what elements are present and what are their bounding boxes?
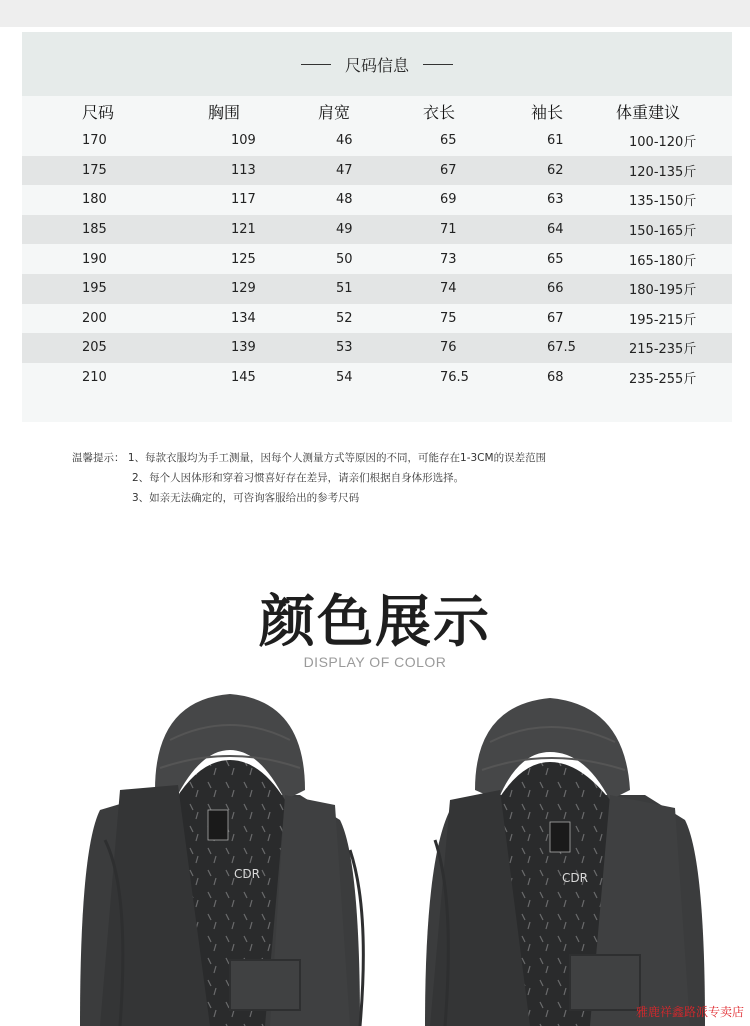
size-cell: 190 [82,251,107,267]
size-cell: 66 [525,274,613,304]
size-cell: 48 [336,192,353,208]
tip-item-1: 1、每款衣服均为手工测量，因每个人测量方式等原因的不同，可能存在1-3CM的误差范围 [127,452,547,464]
top-band [0,0,750,27]
color-section-title: 颜色展示 [259,590,491,655]
size-cell: 67 [547,310,564,326]
size-cell: 170 [82,133,107,149]
size-cell: 121 [209,215,314,245]
size-cell: 46 [336,133,353,149]
size-cell: 120-135斤 [613,156,732,186]
color-section-subtitle: DISPLAY OF COLOR [303,654,447,670]
size-cell: 180 [82,192,107,208]
size-cell: 53 [314,333,418,363]
size-cell: 52 [336,310,353,326]
size-cell: 129 [209,274,314,304]
size-cell: 51 [314,274,418,304]
size-row [22,304,732,334]
size-cell: 73 [440,251,457,267]
size-cell: 62 [525,156,613,186]
size-cell: 175 [22,156,209,186]
tip-line-1 [72,448,546,468]
size-cell: 139 [209,333,314,363]
size-cell: 180-195斤 [613,274,732,304]
size-cell: 113 [209,156,314,186]
size-cell: 49 [314,215,418,245]
size-cell: 235-255斤 [629,372,697,388]
header-weight: 体重建议 [616,102,681,122]
size-cell: 195 [22,274,209,304]
size-cell: 47 [314,156,418,186]
size-chart-title: 尺码信息 [344,55,409,75]
tip-item-2: 2、每个人因体形和穿着习惯喜好存在差异，请亲们根据自身体形选择。 [132,472,465,484]
header-chest: 胸围 [208,102,241,122]
size-table-header-row [22,96,732,126]
size-cell: 195-215斤 [629,312,697,328]
size-row [22,185,732,215]
size-cell: 64 [525,215,613,245]
tip-label: 温馨提示： [72,452,125,464]
size-row [22,274,732,304]
size-row [22,363,732,393]
tip-item-3: 3、如亲无法确定的，可咨询客服给出的参考尺码 [132,492,360,504]
header-sleeve: 袖长 [531,102,564,122]
size-cell: 150-165斤 [613,215,732,245]
store-watermark: 雅鹿祥鑫路派专卖店 [635,1005,744,1019]
size-chart-header [22,32,732,96]
size-cell: 67 [418,156,525,186]
jacket-badge-left: CDR [234,867,260,881]
size-cell: 205 [22,333,209,363]
size-row [22,156,732,186]
size-cell: 210 [82,370,107,386]
size-cell: 125 [231,251,256,267]
header-size: 尺码 [82,102,115,122]
size-row [22,244,732,274]
size-cell: 67.5 [525,333,613,363]
header-rule-left [301,64,331,65]
size-cell: 165-180斤 [629,253,697,269]
size-cell: 109 [231,133,256,149]
size-table [22,126,732,392]
size-cell: 65 [440,133,457,149]
size-cell: 71 [418,215,525,245]
size-cell: 185 [22,215,209,245]
size-cell: 76 [418,333,525,363]
size-cell: 145 [231,370,256,386]
size-row [22,126,732,156]
size-cell: 135-150斤 [629,194,697,210]
size-cell: 61 [547,133,564,149]
header-length: 衣长 [423,102,456,122]
size-cell: 65 [547,251,564,267]
jacket-image-right [410,690,710,1026]
size-row [22,215,732,245]
size-chart-panel [22,32,732,422]
size-cell: 117 [231,192,256,208]
size-cell: 76.5 [440,370,469,386]
jacket-image-left [60,690,370,1026]
size-cell: 69 [440,192,457,208]
size-cell: 75 [440,310,457,326]
size-cell: 100-120斤 [629,135,697,151]
size-cell: 63 [547,192,564,208]
header-shoulder: 肩宽 [318,102,351,122]
size-cell: 74 [418,274,525,304]
size-cell: 54 [336,370,353,386]
size-cell: 50 [336,251,353,267]
size-row [22,333,732,363]
warm-tips [72,448,546,508]
size-cell: 215-235斤 [613,333,732,363]
size-cell: 134 [231,310,256,326]
size-cell: 68 [547,370,564,386]
header-rule-right [423,64,453,65]
size-cell: 200 [82,310,107,326]
jacket-badge-right: CDR [562,871,588,885]
